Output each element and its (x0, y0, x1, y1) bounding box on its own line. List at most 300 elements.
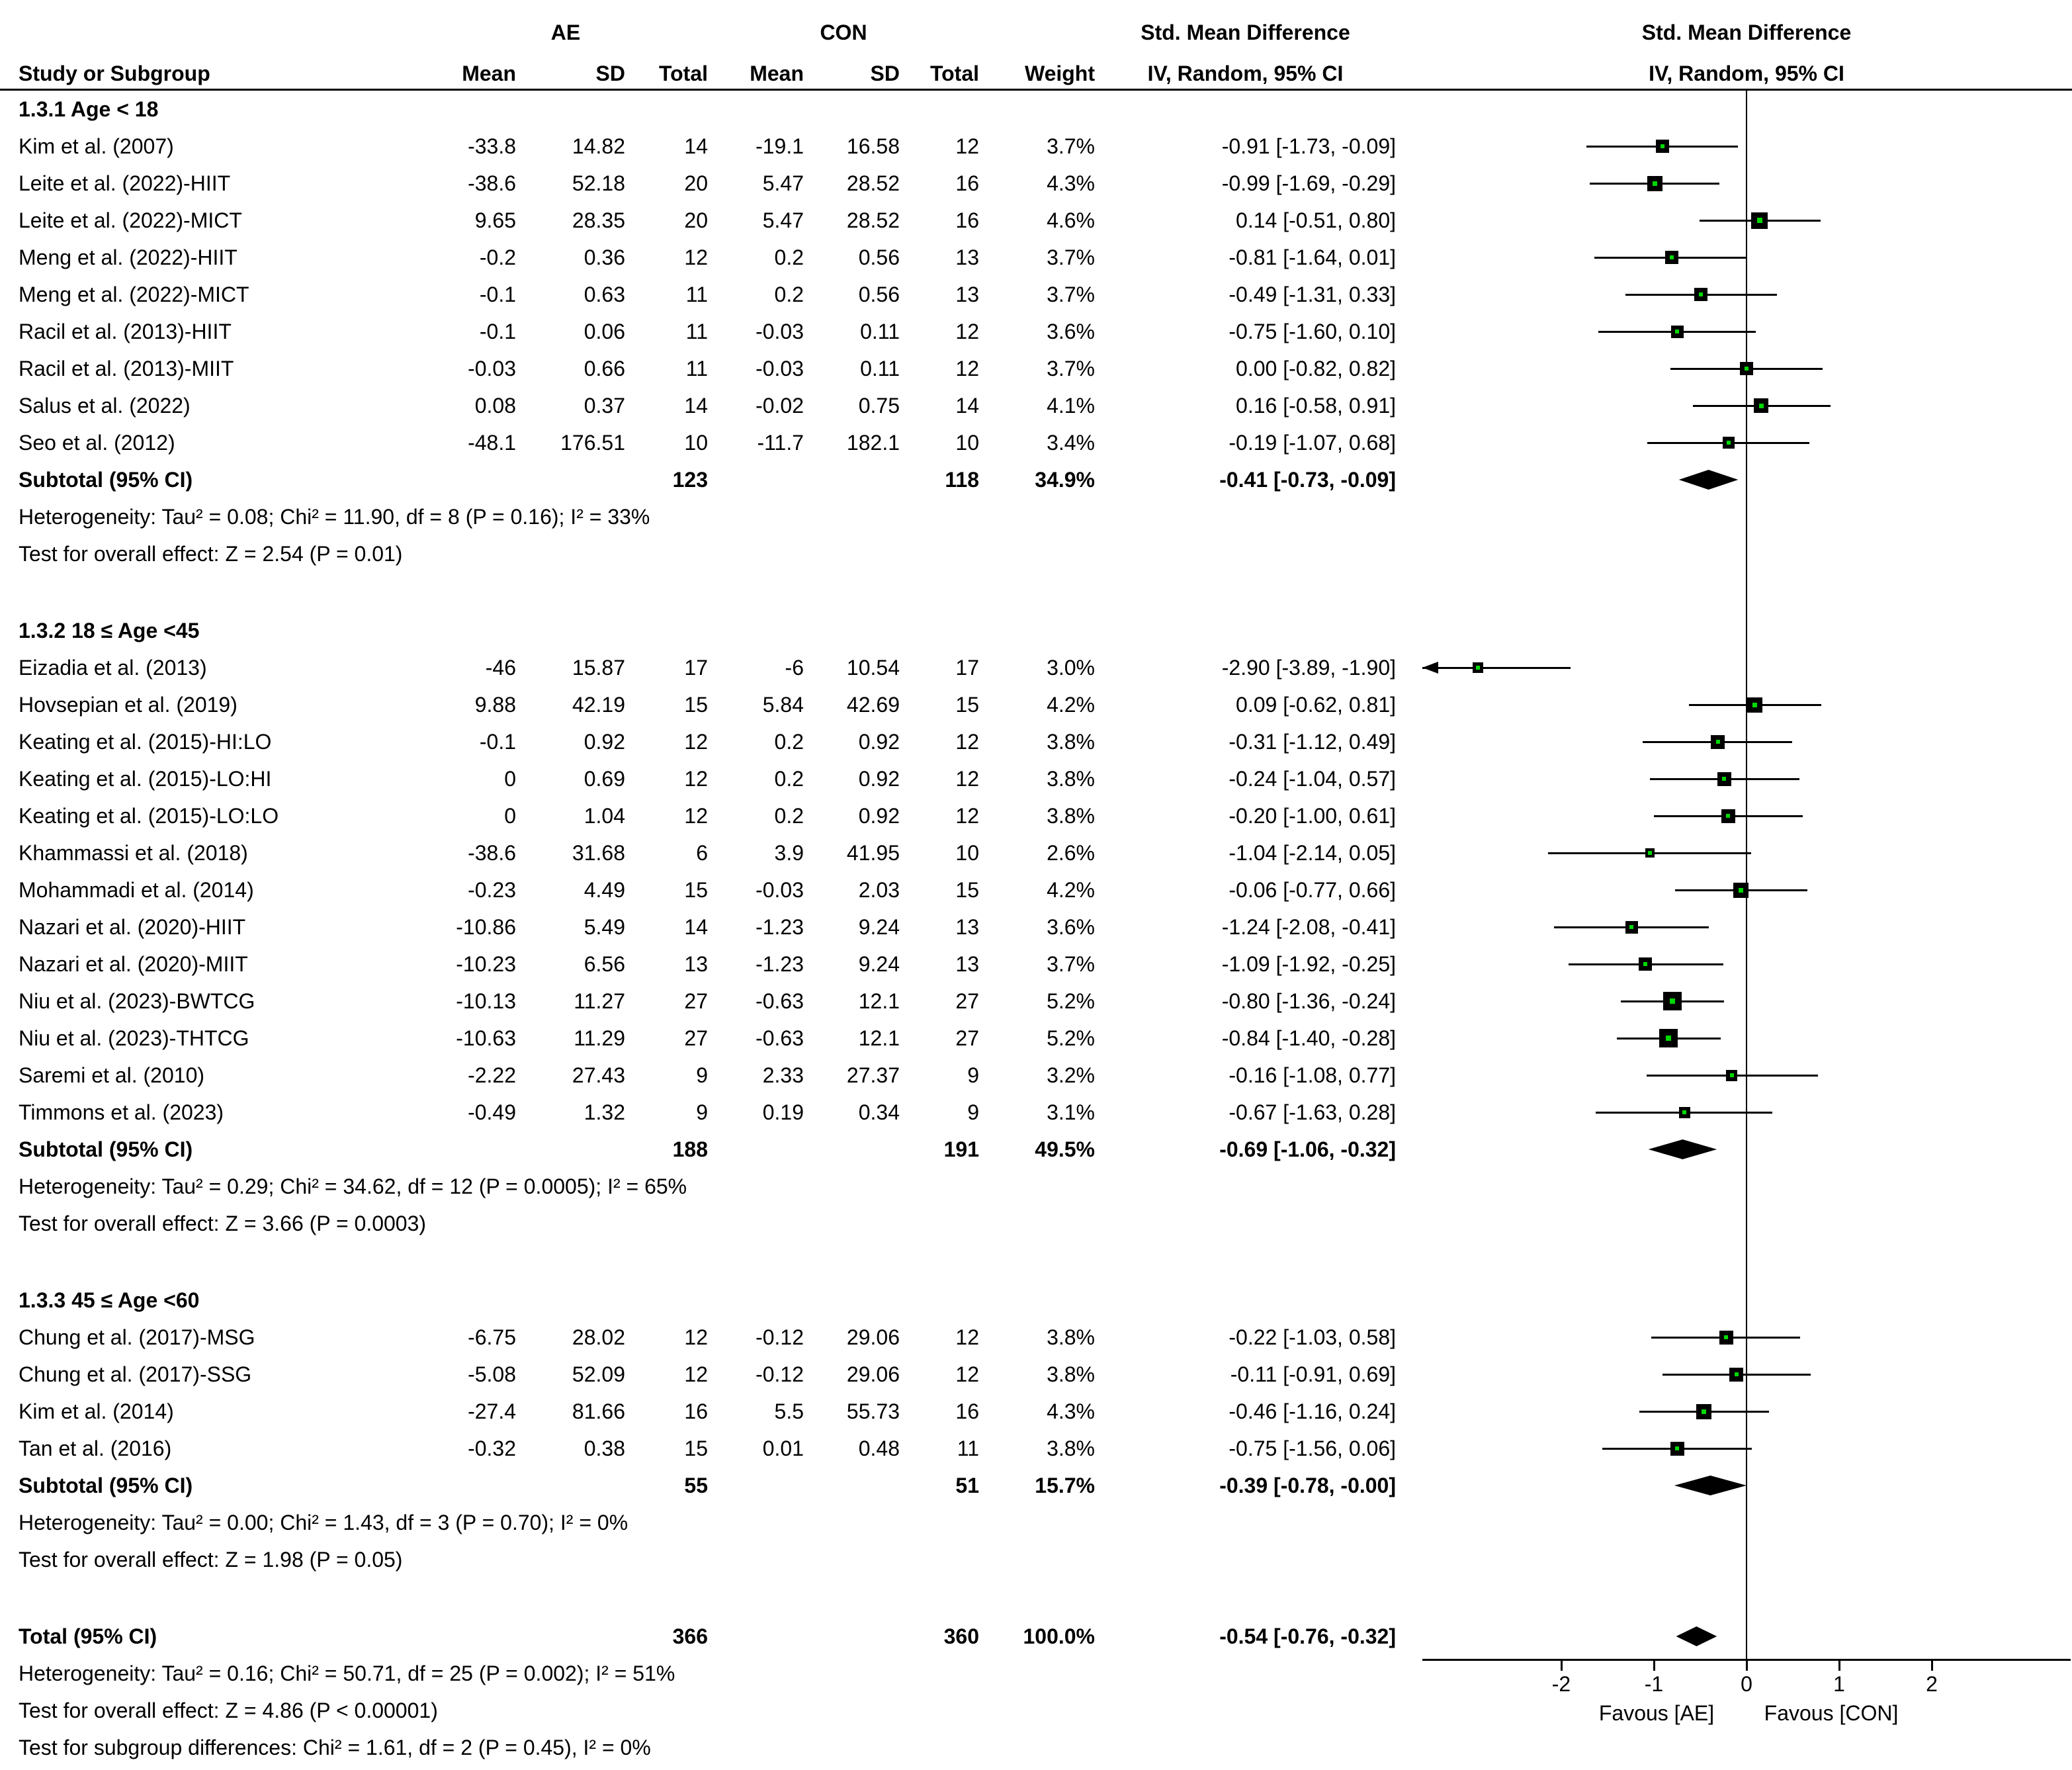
con-total: 27 (955, 1026, 979, 1050)
forest-plot-cell (1422, 983, 2071, 1020)
axis-and-footnotes (0, 1655, 2072, 1766)
con-total: 16 (955, 208, 979, 232)
con-mean: -0.03 (755, 877, 804, 902)
con-total-header: Total (929, 62, 979, 85)
smd-ci-text: -0.80 [-1.36, -0.24] (1221, 989, 1396, 1013)
study-weight: 2.6% (1047, 840, 1095, 865)
study-weight: 3.2% (1047, 1063, 1095, 1087)
subgroup-heading: 1.3.2 18 ≤ Age <45 (19, 618, 200, 642)
x-axis (1422, 1659, 2071, 1738)
smd-ci-text: -0.84 [-1.40, -0.28] (1221, 1026, 1396, 1050)
con-total: 9 (967, 1100, 979, 1124)
study-name: Saremi et al. (2010) (19, 1063, 205, 1087)
forest-plot-cell (1422, 1131, 2071, 1168)
effect-square-center (1648, 851, 1652, 855)
ae-sd: 42.19 (572, 692, 625, 717)
study-name: Salus et al. (2022) (19, 393, 191, 418)
ae-sd: 28.02 (572, 1325, 625, 1349)
con-total: 13 (955, 245, 979, 269)
con-sd: 2.03 (858, 877, 900, 902)
ae-sd: 0.06 (583, 319, 625, 343)
con-sd: 29.06 (846, 1325, 900, 1349)
study-weight: 3.6% (1047, 914, 1095, 939)
x-axis-tick-label: 2 (1926, 1672, 1938, 1696)
total-row (0, 1618, 2072, 1655)
effect-square (1751, 212, 1768, 229)
heterogeneity-note-row (0, 1168, 2072, 1205)
subtotal-label: Subtotal (95% CI) (19, 1137, 193, 1161)
con-mean: 5.47 (762, 171, 804, 195)
ae-mean: -33.8 (468, 134, 516, 158)
forest-plot-cell (1422, 1467, 2071, 1504)
x-axis-tick-label: 0 (1741, 1672, 1752, 1696)
ae-total: 15 (684, 877, 708, 902)
ae-total: 27 (684, 1026, 708, 1050)
study-row (0, 871, 2072, 908)
forest-plot-cell (1422, 165, 2071, 202)
con-mean: 5.47 (762, 208, 804, 232)
ae-total: 12 (684, 245, 708, 269)
con-total: 9 (967, 1063, 979, 1087)
ae-total: 12 (684, 1325, 708, 1349)
forest-plot-cell (1422, 1430, 2071, 1467)
con-mean: 0.2 (774, 803, 804, 828)
forest-plot-cell (1422, 1618, 2071, 1655)
study-name: Racil et al. (2013)-HIIT (19, 319, 232, 343)
con-sd-header: SD (870, 62, 900, 85)
study-row (0, 1020, 2072, 1057)
effect-square-center (1716, 740, 1720, 744)
effect-square-center (1722, 777, 1726, 781)
ae-mean: -2.22 (468, 1063, 516, 1087)
forest-plot-cell (1422, 723, 2071, 760)
ae-sd: 1.04 (583, 803, 625, 828)
study-name: Racil et al. (2013)-MIIT (19, 356, 234, 380)
study-name: Timmons et al. (2023) (19, 1100, 224, 1124)
con-sd: 0.34 (858, 1100, 900, 1124)
forest-plot-cell (1422, 760, 2071, 797)
con-sd: 41.95 (846, 840, 900, 865)
study-row (0, 1356, 2072, 1393)
total-footnote: Heterogeneity: Tau² = 0.16; Chi² = 50.71, df = 25 (P = 0.002); I² = 51% (19, 1661, 675, 1685)
effect-square (1625, 921, 1638, 934)
effect-square-center (1675, 1446, 1679, 1450)
overall-effect-note: Test for overall effect: Z = 1.98 (P = 0.05) (19, 1547, 403, 1571)
ae-mean: -38.6 (468, 840, 516, 865)
study-row (0, 760, 2072, 797)
study-weight: 3.4% (1047, 430, 1095, 455)
subtotal-ci-text: -0.41 [-0.73, -0.09] (1219, 467, 1396, 492)
con-total: 12 (955, 1362, 979, 1386)
effect-square (1694, 288, 1707, 301)
forest-plot-cell (1422, 128, 2071, 165)
con-sd: 0.11 (860, 356, 900, 380)
study-name: Nazari et al. (2020)-MIIT (19, 951, 248, 976)
ae-total: 14 (684, 914, 708, 939)
ae-total: 14 (684, 393, 708, 418)
effect-square-center (1643, 962, 1647, 966)
ae-sd: 28.35 (572, 208, 625, 232)
smd-ci-text: -0.06 [-0.77, 0.66] (1229, 877, 1396, 902)
con-total: 12 (955, 319, 979, 343)
ae-sd: 176.51 (560, 430, 625, 455)
con-total: 13 (955, 282, 979, 306)
ae-total: 12 (684, 803, 708, 828)
ae-mean: -6.75 (468, 1325, 516, 1349)
subtotal-label: Subtotal (95% CI) (19, 1473, 193, 1497)
con-mean: -6 (785, 655, 804, 680)
total-ae-total: 366 (672, 1624, 708, 1648)
con-sd: 9.24 (858, 914, 900, 939)
subtotal-label: Subtotal (95% CI) (19, 467, 193, 492)
forest-plot-cell (1422, 908, 2071, 946)
effect-square (1639, 957, 1652, 971)
total-footnote: Test for overall effect: Z = 4.86 (P < 0.00001) (19, 1698, 438, 1722)
ae-total: 9 (696, 1063, 708, 1087)
ae-mean: 0 (504, 766, 516, 791)
ae-mean: -10.13 (456, 989, 516, 1013)
effect-square (1740, 362, 1753, 375)
pooled-diamond (1676, 1626, 1717, 1646)
con-total: 17 (955, 655, 979, 680)
forest-plot-cell (1422, 871, 2071, 908)
smd-ci-text: 0.16 [-0.58, 0.91] (1236, 393, 1396, 418)
effect-square-center (1476, 666, 1480, 670)
effect-square (1670, 1442, 1684, 1456)
ae-total: 27 (684, 989, 708, 1013)
con-sd: 29.06 (846, 1362, 900, 1386)
ae-mean: -10.23 (456, 951, 516, 976)
effect-square (1721, 809, 1735, 823)
section-spacer (0, 572, 2072, 612)
study-name: Leite et al. (2022)-MICT (19, 208, 242, 232)
study-weight: 4.2% (1047, 692, 1095, 717)
con-mean: 0.2 (774, 766, 804, 791)
con-mean: 5.84 (762, 692, 804, 717)
effect-square (1671, 326, 1684, 338)
effect-square (1717, 772, 1731, 786)
con-total: 12 (955, 803, 979, 828)
smd-ci-text: -1.04 [-2.14, 0.05] (1229, 840, 1396, 865)
con-sd: 0.92 (858, 729, 900, 754)
con-total: 13 (955, 914, 979, 939)
study-row (0, 1094, 2072, 1131)
total-footnote: Test for subgroup differences: Chi² = 1.61, df = 2 (P = 0.45), I² = 0% (19, 1735, 651, 1759)
ae-sd: 52.09 (572, 1362, 625, 1386)
effect-square-center (1670, 998, 1675, 1004)
subtotal-ci-text: -0.39 [-0.78, -0.00] (1219, 1473, 1396, 1497)
ae-total: 12 (684, 1362, 708, 1386)
study-name: Leite et al. (2022)-HIIT (19, 171, 231, 195)
forest-plot-cell (1422, 686, 2071, 723)
con-sd: 0.11 (860, 319, 900, 343)
effect-square (1696, 1404, 1711, 1419)
con-mean: 5.5 (774, 1399, 804, 1423)
study-name: Tan et al. (2016) (19, 1436, 172, 1460)
overall-effect-note: Test for overall effect: Z = 3.66 (P = 0.0003) (19, 1211, 427, 1235)
subgroup-heading: 1.3.3 45 ≤ Age <60 (19, 1288, 200, 1312)
heterogeneity-note-row (0, 498, 2072, 535)
x-axis-tick (1838, 1661, 1840, 1671)
ae-mean: 0.08 (474, 393, 516, 418)
forest-plot-cell (1422, 424, 2071, 461)
study-row (0, 983, 2072, 1020)
ae-total: 14 (684, 134, 708, 158)
ae-total: 13 (684, 951, 708, 976)
forest-plot-cell (1422, 649, 2071, 686)
pooled-diamond (1649, 1139, 1717, 1159)
study-weight: 4.6% (1047, 208, 1095, 232)
forest-plot-cell (1422, 1057, 2071, 1094)
con-sd: 42.69 (846, 692, 900, 717)
smd-ci-text: -0.99 [-1.69, -0.29] (1221, 171, 1396, 195)
subtotal-weight: 15.7% (1035, 1473, 1095, 1497)
ci-arrow-left-icon (1422, 662, 1438, 674)
smd-ci-text: -0.24 [-1.04, 0.57] (1229, 766, 1396, 791)
table-header (0, 0, 2072, 91)
con-mean: 3.9 (774, 840, 804, 865)
ae-sd-header: SD (595, 62, 625, 85)
total-con-total: 360 (943, 1624, 979, 1648)
study-name: Kim et al. (2014) (19, 1399, 174, 1423)
con-sd: 16.58 (846, 134, 900, 158)
smd-ci-text: -0.91 [-1.73, -0.09] (1221, 134, 1396, 158)
con-mean: -0.03 (755, 356, 804, 380)
effect-square (1719, 1331, 1733, 1345)
study-weight: 3.8% (1047, 729, 1095, 754)
smd-ci-text: -2.90 [-3.89, -1.90] (1221, 655, 1396, 680)
forest-plot-cell (1422, 313, 2071, 350)
method-plot-header: IV, Random, 95% CI (1649, 62, 1844, 85)
effect-square (1473, 662, 1483, 673)
con-group-header: CON (820, 21, 867, 44)
effect-square (1711, 735, 1725, 749)
forest-plot-cell (1422, 461, 2071, 498)
study-weight: 3.7% (1047, 134, 1095, 158)
effect-square (1754, 398, 1768, 413)
study-row (0, 165, 2072, 202)
ae-sd: 1.32 (583, 1100, 625, 1124)
subtotal-ae-total: 188 (672, 1137, 708, 1161)
study-weight: 3.7% (1047, 245, 1095, 269)
effect-square (1659, 1029, 1678, 1047)
study-weight: 3.8% (1047, 1436, 1095, 1460)
effect-square-center (1745, 367, 1748, 371)
ae-total: 12 (684, 729, 708, 754)
x-axis-tick-label: 1 (1833, 1672, 1845, 1696)
effect-square (1647, 176, 1662, 191)
ae-total-header: Total (658, 62, 708, 85)
subtotal-con-total: 191 (943, 1137, 979, 1161)
total-ci-text: -0.54 [-0.76, -0.32] (1219, 1624, 1396, 1648)
forest-plot-cell (1422, 1020, 2071, 1057)
con-sd: 10.54 (846, 655, 900, 680)
x-axis-tick-label: -2 (1551, 1672, 1571, 1696)
effect-square-center (1699, 292, 1703, 296)
con-total: 10 (955, 840, 979, 865)
ae-sd: 15.87 (572, 655, 625, 680)
study-name: Keating et al. (2015)-HI:LO (19, 729, 272, 754)
con-sd: 0.92 (858, 803, 900, 828)
con-mean: 0.2 (774, 282, 804, 306)
con-sd: 0.75 (858, 393, 900, 418)
effect-square-center (1757, 218, 1762, 223)
effect-square-center (1702, 1409, 1706, 1414)
ae-mean: -10.86 (456, 914, 516, 939)
con-mean: 0.2 (774, 729, 804, 754)
ae-mean: 9.65 (474, 208, 516, 232)
forest-plot-cell (1422, 1094, 2071, 1131)
study-weight: 3.1% (1047, 1100, 1095, 1124)
ae-mean: 0 (504, 803, 516, 828)
effect-square-center (1653, 181, 1657, 186)
study-weight: 4.3% (1047, 171, 1095, 195)
ae-mean: -0.1 (479, 282, 516, 306)
ae-mean: -5.08 (468, 1362, 516, 1386)
ae-mean: -0.2 (479, 245, 516, 269)
subgroup-heading-row (0, 91, 2072, 128)
favours-right-label: Favous [CON] (1764, 1701, 1899, 1725)
study-weight: 5.2% (1047, 989, 1095, 1013)
effect-square (1747, 697, 1762, 713)
ae-sd: 0.38 (583, 1436, 625, 1460)
x-axis-tick (1746, 1661, 1748, 1671)
ae-sd: 0.69 (583, 766, 625, 791)
con-sd: 55.73 (846, 1399, 900, 1423)
ae-sd: 0.63 (583, 282, 625, 306)
ae-total: 11 (685, 282, 708, 306)
study-row (0, 1393, 2072, 1430)
study-weight: 3.8% (1047, 803, 1095, 828)
con-sd: 182.1 (846, 430, 900, 455)
study-row (0, 202, 2072, 239)
ae-mean: -0.03 (468, 356, 516, 380)
con-mean: 0.19 (762, 1100, 804, 1124)
effect-square-center (1752, 703, 1757, 707)
ae-sd: 0.66 (583, 356, 625, 380)
ae-sd: 0.36 (583, 245, 625, 269)
smd-ci-text: 0.00 [-0.82, 0.82] (1236, 356, 1396, 380)
effect-square (1733, 883, 1748, 898)
study-name: Keating et al. (2015)-LO:LO (19, 803, 279, 828)
con-total: 14 (955, 393, 979, 418)
study-weight: 4.2% (1047, 877, 1095, 902)
forest-plot-cell (1422, 797, 2071, 834)
forest-plot-cell (1422, 1393, 2071, 1430)
smd-ci-text: -0.67 [-1.63, 0.28] (1229, 1100, 1396, 1124)
con-mean: -1.23 (755, 914, 804, 939)
effect-square-center (1629, 925, 1633, 929)
con-total: 15 (955, 877, 979, 902)
forest-plot-cell (1422, 1319, 2071, 1356)
study-row (0, 1319, 2072, 1356)
con-mean-header: Mean (750, 62, 804, 85)
con-sd: 0.48 (858, 1436, 900, 1460)
con-sd: 0.92 (858, 766, 900, 791)
con-total: 16 (955, 1399, 979, 1423)
ci-line (1422, 667, 1571, 669)
ae-mean: 9.88 (474, 692, 516, 717)
con-mean: -0.12 (755, 1362, 804, 1386)
effect-square-center (1735, 1372, 1739, 1376)
con-total: 16 (955, 171, 979, 195)
con-sd: 27.37 (846, 1063, 900, 1087)
con-mean: -0.63 (755, 989, 804, 1013)
smd-ci-text: 0.09 [-0.62, 0.81] (1236, 692, 1396, 717)
smd-ci-text: -0.46 [-1.16, 0.24] (1229, 1399, 1396, 1423)
ae-sd: 4.49 (583, 877, 625, 902)
study-name: Chung et al. (2017)-MSG (19, 1325, 255, 1349)
effect-square-center (1675, 330, 1679, 333)
forest-plot-cell (1422, 946, 2071, 983)
smd-ci-text: -0.16 [-1.08, 0.77] (1229, 1063, 1396, 1087)
study-row (0, 128, 2072, 165)
study-row (0, 239, 2072, 276)
subgroup-heading-row (0, 1282, 2072, 1319)
ae-mean: -0.1 (479, 729, 516, 754)
con-mean: 0.01 (762, 1436, 804, 1460)
con-sd: 0.56 (858, 282, 900, 306)
heterogeneity-note: Heterogeneity: Tau² = 0.00; Chi² = 1.43, df = 3 (P = 0.70); I² = 0% (19, 1510, 628, 1534)
smd-ci-text: -0.81 [-1.64, 0.01] (1229, 245, 1396, 269)
effect-square (1723, 437, 1735, 449)
study-row (0, 387, 2072, 424)
ae-sd: 11.27 (574, 989, 625, 1013)
ae-total: 15 (684, 692, 708, 717)
con-total: 12 (955, 729, 979, 754)
con-mean: -0.02 (755, 393, 804, 418)
x-axis-tick (1931, 1661, 1933, 1671)
study-row (0, 313, 2072, 350)
study-name: Chung et al. (2017)-SSG (19, 1362, 252, 1386)
con-sd: 12.1 (858, 989, 900, 1013)
ae-sd: 11.29 (574, 1026, 625, 1050)
overall-effect-note-row (0, 535, 2072, 572)
smd-ci-text: -1.09 [-1.92, -0.25] (1221, 951, 1396, 976)
subtotal-con-total: 118 (945, 467, 979, 492)
forest-rows (0, 91, 2072, 1655)
study-weight: 3.7% (1047, 356, 1095, 380)
smd-ci-text: -1.24 [-2.08, -0.41] (1221, 914, 1396, 939)
study-weight: 3.0% (1047, 655, 1095, 680)
effect-square-center (1726, 814, 1730, 818)
effect-square-center (1739, 888, 1743, 893)
ae-sd: 5.49 (583, 914, 625, 939)
subtotal-weight: 34.9% (1035, 467, 1095, 492)
subtotal-row (0, 1467, 2072, 1504)
con-sd: 9.24 (858, 951, 900, 976)
study-weight: 3.7% (1047, 282, 1095, 306)
study-name: Eizadia et al. (2013) (19, 655, 207, 680)
study-row (0, 723, 2072, 760)
ae-group-header: AE (550, 21, 581, 44)
study-row (0, 1057, 2072, 1094)
effect-square-center (1670, 255, 1674, 259)
ae-total: 17 (684, 655, 708, 680)
effect-square (1726, 1070, 1737, 1081)
pooled-diamond (1679, 470, 1739, 490)
study-row (0, 797, 2072, 834)
forest-plot-cell (1422, 834, 2071, 871)
con-total: 11 (957, 1436, 979, 1460)
con-total: 10 (955, 430, 979, 455)
forest-plot-cell (1422, 239, 2071, 276)
ae-sd: 0.37 (583, 393, 625, 418)
study-name: Niu et al. (2023)-BWTCG (19, 989, 255, 1013)
overall-effect-note-row (0, 1205, 2072, 1242)
smd-ci-text: -0.31 [-1.12, 0.49] (1229, 729, 1396, 754)
effect-square (1663, 992, 1682, 1010)
